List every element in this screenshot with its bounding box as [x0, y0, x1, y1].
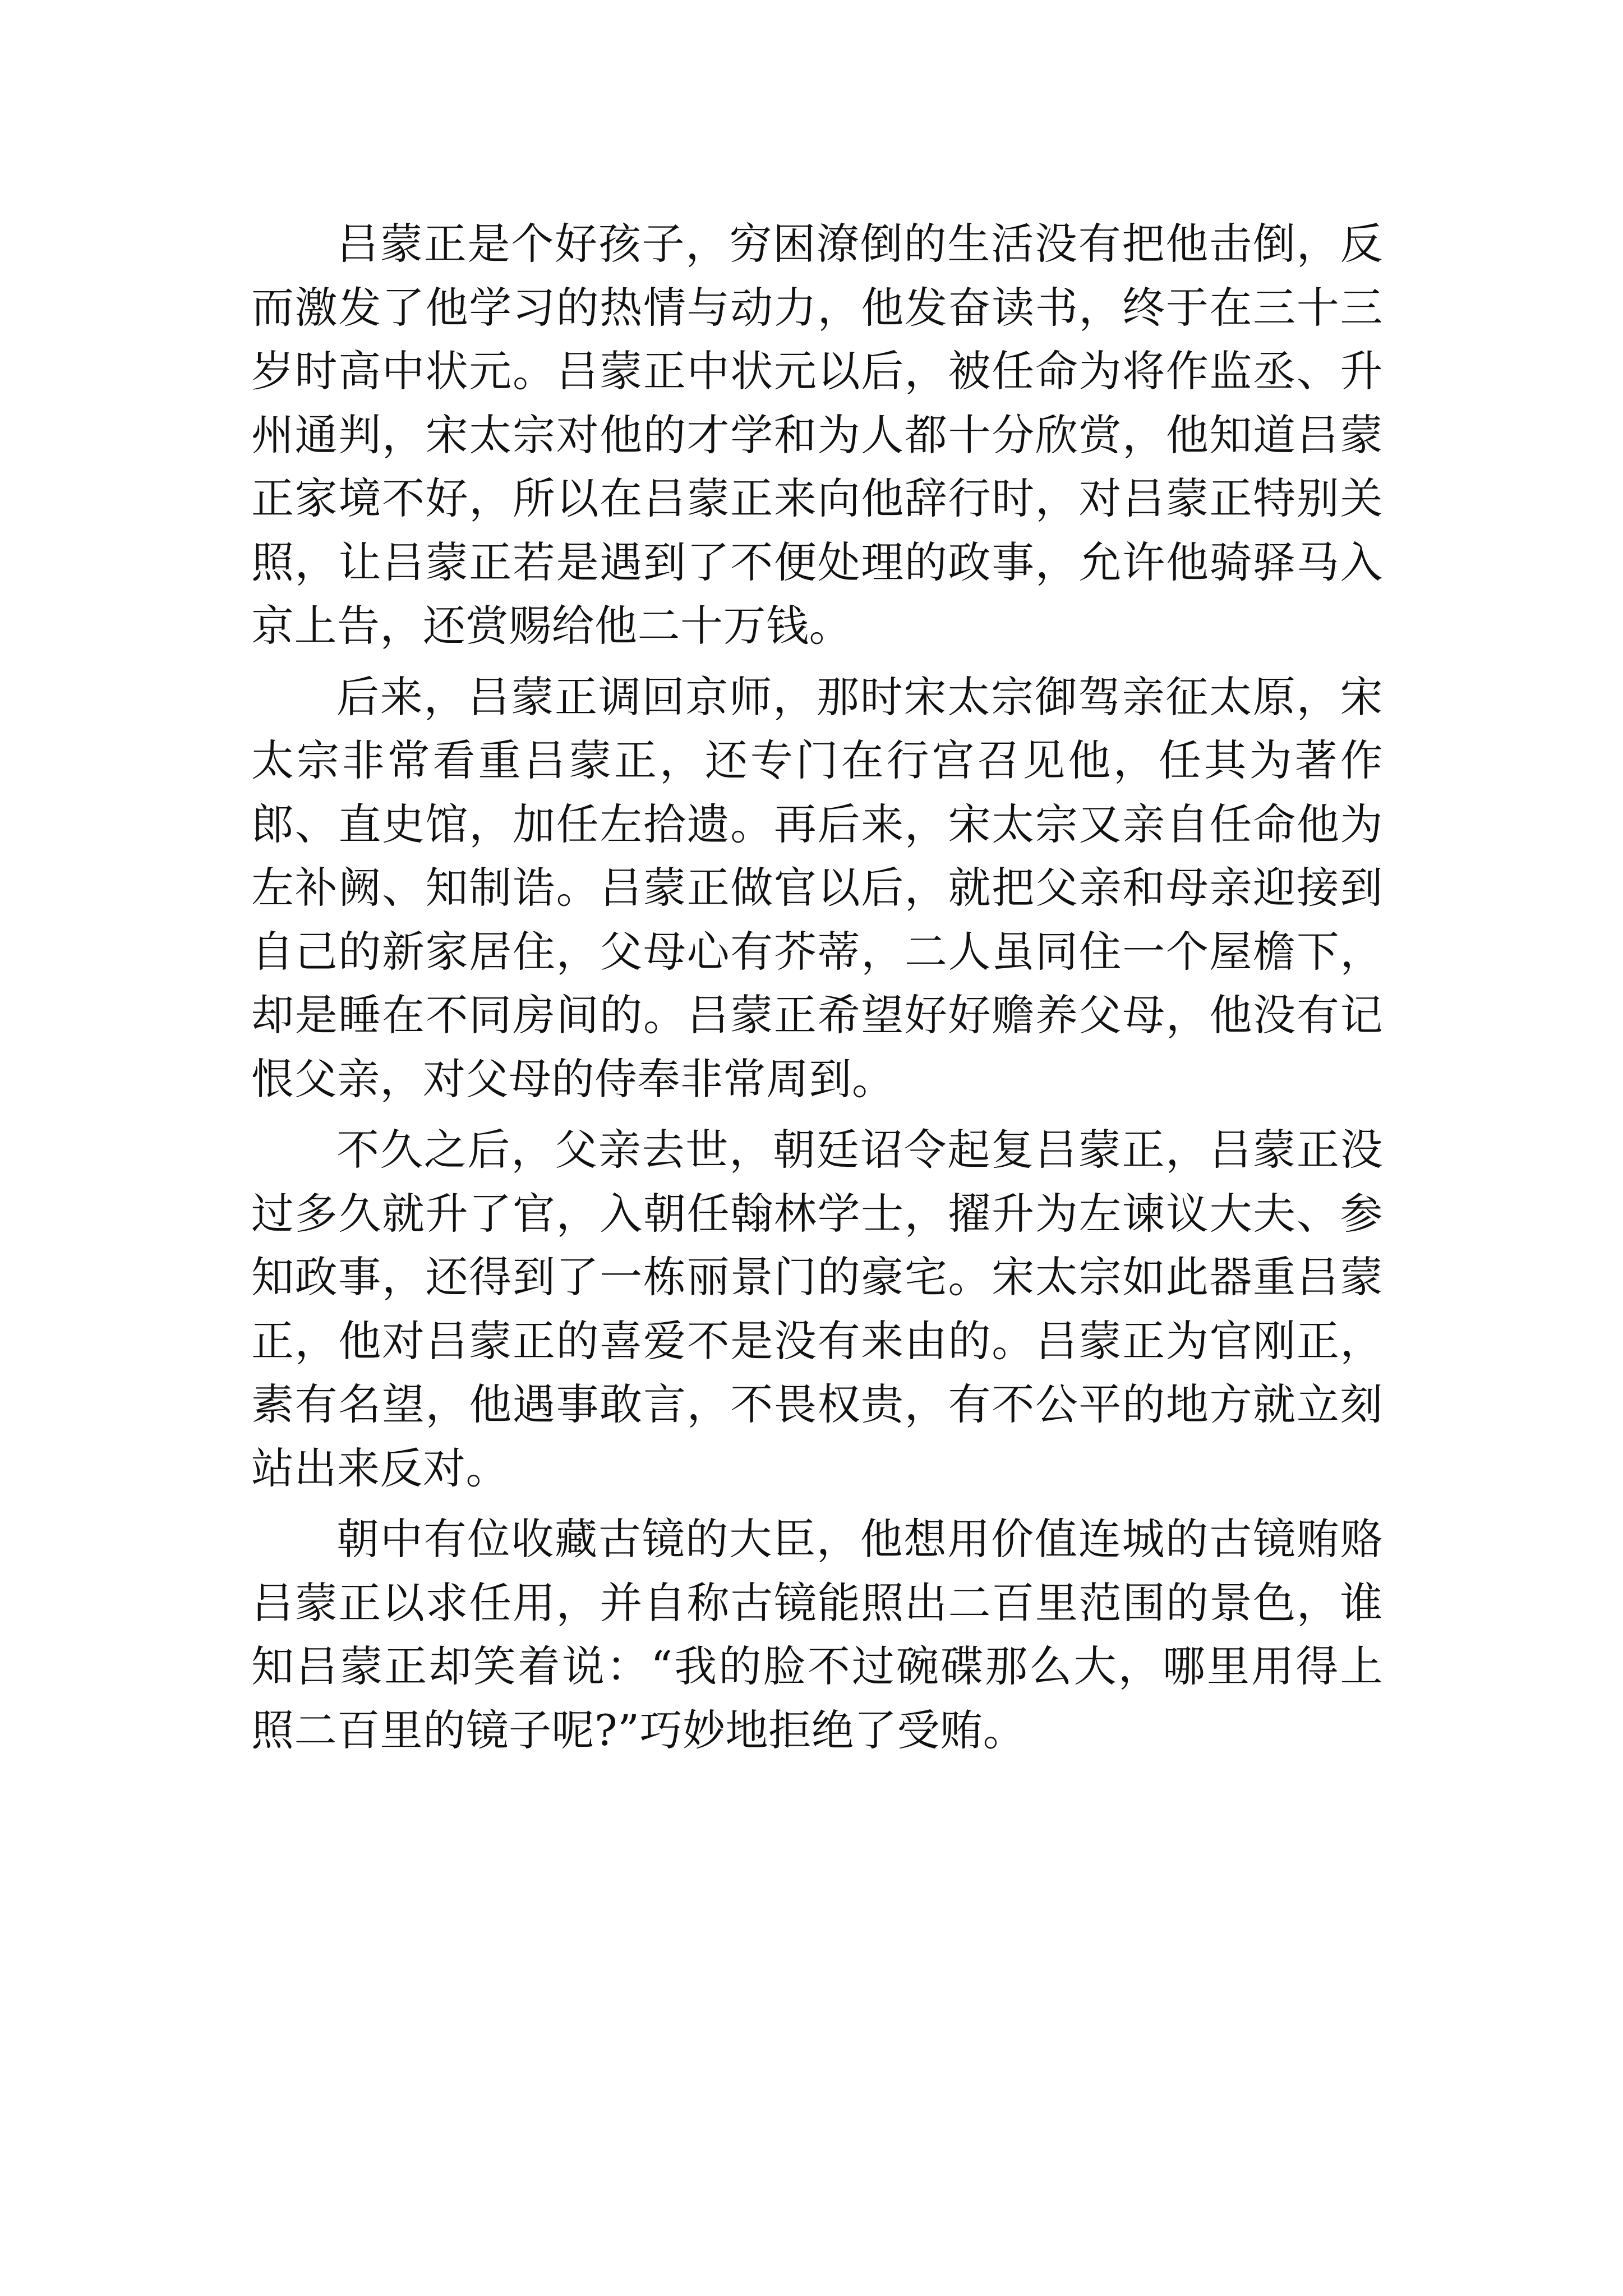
document-body — [251, 212, 1383, 1769]
paragraph-1: 吕蒙正是个好孩子，穷困潦倒的生活没有把他击倒，反而激发了他学习的热情与动力，他发奋读书，终于在三十三岁时高中状元。吕蒙正中状元以后，被任命为将作监丞、升州通判，宋太宗对他的才学和为人都十分欣赏，他知道吕蒙正家境不好，所以在吕蒙正来向他辞行时，对吕蒙正特别关照，让吕蒙正若是遇到了不便处理的政事，允许他骑驿马入京上告，还赏赐给他二十万钱。 — [251, 219, 1383, 651]
paragraph-3: 不久之后，父亲去世，朝廷诏令起复吕蒙正，吕蒙正没过多久就升了官，入朝任翰林学士，擢升为左谏议大夫、参知政事，还得到了一栋丽景门的豪宅。宋太宗如此器重吕蒙正，他对吕蒙正的喜爱不是没有来由的。吕蒙正为官刚正，素有名望，他遇事敢言，不畏权贵，有不公平的地方就立刻站出来反对。 — [251, 1125, 1383, 1493]
paragraph-2: 后来，吕蒙正调回京师，那时宋太宗御驾亲征太原，宋太宗非常看重吕蒙正，还专门在行宫召见他，任其为著作郎、直史馆，加任左拾遗。再后来，宋太宗又亲自任命他为左补阙、知制诰。吕蒙正做官以后，就把父亲和母亲迎接到自己的新家居住，父母心有芥蒂，二人虽同住一个屋檐下，却是睡在不同房间的。吕蒙正希望好好赡养父母，他没有记恨父亲，对父母的侍奉非常周到。 — [251, 671, 1383, 1104]
paragraph-4: 朝中有位收藏古镜的大臣，他想用价值连城的古镜贿赂吕蒙正以求任用，并自称古镜能照出二百里范围的景色，谁知吕蒙正却笑着说：“我的脸不过碗碟那么大，哪里用得上照二百里的镜子呢?”巧妙地拒绝了受贿。 — [251, 1514, 1383, 1755]
